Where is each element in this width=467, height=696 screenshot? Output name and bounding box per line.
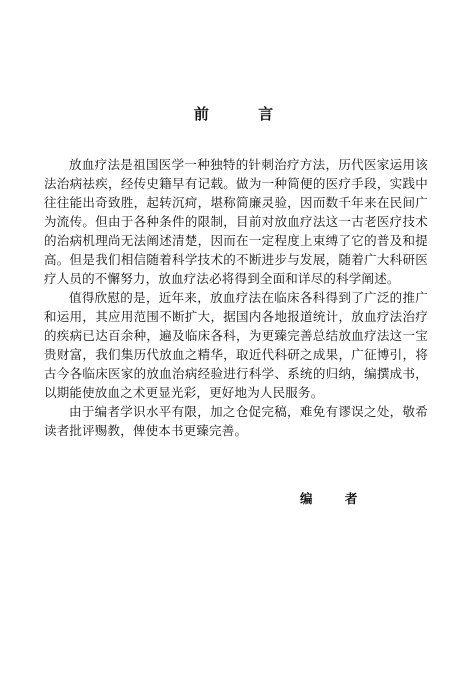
paragraph-2: 值得欣慰的是，近年来，放血疗法在临床各科得到了广泛的推广和运用，其应用范围不断扩大，据国内各地报道统计，放血疗法治疗的疾病已达百余种，遍及临床各科，为更臻完善总结放血疗法这一宝贵财富，我们集历代放血之精华，取近代科研之成果，广征博引，将古今各临床医家的放血治病经验进行科学、系统的归纳，编撰成书，以期能使放血之术更显光彩，更好地为人民服务。 — [44, 290, 428, 400]
preface-body — [44, 155, 428, 440]
paragraph-1: 放血疗法是祖国医学一种独特的针刺治疗方法，历代医家运用该法治病祛疾，经传史籍早有记载。做为一种简便的医疗手段，实践中往往能出奇致胜，起转沉疴，堪称简廉灵验，因而数千年来在民间广为流传。但由于各种条件的限制，目前对放血疗法这一古老医疗技术的治病机理尚无法阐述清楚，因而在一定程度上束缚了它的普及和提高。但是我们相信随着科学技术的不断进步与发展，随着广大科研医疗人员的不懈努力，放血疗法必将得到全面和详尽的科学阐述。 — [44, 157, 428, 286]
page-title: 前 言 — [193, 105, 296, 123]
author-signature: 编 者 — [300, 491, 372, 506]
paragraph-3: 由于编者学识水平有限，加之仓促完稿，难免有谬误之处，敬希读者批评赐教，俾使本书更臻完善。 — [44, 404, 428, 438]
